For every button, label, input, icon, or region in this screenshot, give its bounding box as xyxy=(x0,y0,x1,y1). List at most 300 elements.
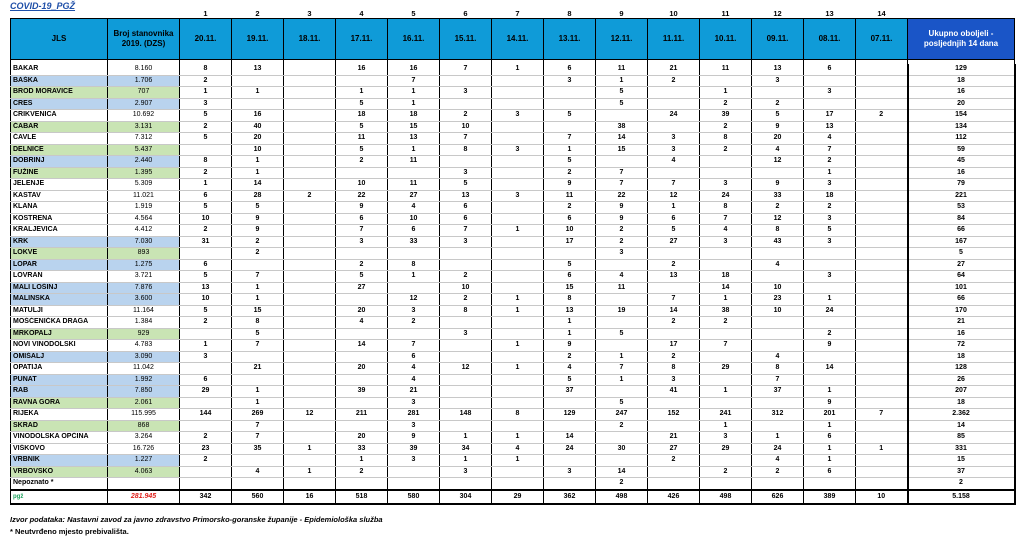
case-cell: 2 xyxy=(180,167,232,179)
total-cell: 2 xyxy=(908,478,1015,490)
case-cell: 7 xyxy=(648,294,700,306)
case-cell xyxy=(232,259,284,271)
case-cell: 3 xyxy=(388,455,440,467)
case-cell: 5 xyxy=(336,121,388,133)
population-cell: 1.384 xyxy=(108,317,180,329)
municipality-name: CRIKVENICA xyxy=(11,110,108,122)
case-cell: 14 xyxy=(336,340,388,352)
case-cell xyxy=(180,420,232,432)
case-cell: 7 xyxy=(596,179,648,191)
case-cell xyxy=(752,271,804,283)
population-cell: 868 xyxy=(108,420,180,432)
case-cell xyxy=(284,225,336,237)
table-row xyxy=(11,75,1015,87)
case-cell: 24 xyxy=(700,190,752,202)
case-cell xyxy=(700,397,752,409)
case-cell: 15 xyxy=(596,144,648,156)
case-cell: 21 xyxy=(232,363,284,375)
case-cell xyxy=(180,363,232,375)
case-cell xyxy=(700,248,752,260)
header-row xyxy=(11,19,1015,60)
case-cell: 8 xyxy=(180,156,232,168)
case-cell xyxy=(284,363,336,375)
case-cell xyxy=(388,466,440,478)
case-cell: 8 xyxy=(180,64,232,75)
table-row xyxy=(11,397,1015,409)
population-cell: 1.395 xyxy=(108,167,180,179)
header-date: 15.11. xyxy=(440,19,492,60)
case-cell: 2 xyxy=(700,466,752,478)
case-cell: 6 xyxy=(804,432,856,444)
case-cell xyxy=(856,386,908,398)
case-cell: 2 xyxy=(544,167,596,179)
case-cell: 3 xyxy=(804,213,856,225)
total-cell: 18 xyxy=(908,351,1015,363)
case-cell: 269 xyxy=(232,409,284,421)
case-cell: 7 xyxy=(232,432,284,444)
case-cell xyxy=(856,432,908,444)
case-cell: 5 xyxy=(180,202,232,214)
case-cell: 1 xyxy=(700,386,752,398)
case-cell: 2 xyxy=(856,110,908,122)
case-cell xyxy=(492,121,544,133)
total-cell: 14 xyxy=(908,420,1015,432)
case-cell: 10 xyxy=(180,213,232,225)
case-cell: 6 xyxy=(388,225,440,237)
case-cell: 312 xyxy=(752,409,804,421)
case-cell: 3 xyxy=(804,236,856,248)
table-row xyxy=(11,202,1015,214)
header-date: 07.11. xyxy=(856,19,908,60)
case-cell: 3 xyxy=(440,236,492,248)
case-cell xyxy=(856,478,908,490)
case-cell xyxy=(856,144,908,156)
case-cell xyxy=(856,305,908,317)
case-cell: 34 xyxy=(440,443,492,455)
case-cell xyxy=(700,478,752,490)
case-cell: 5 xyxy=(648,225,700,237)
total-cell: 27 xyxy=(908,259,1015,271)
case-cell: 4 xyxy=(388,202,440,214)
case-cell xyxy=(596,317,648,329)
population-cell: 10.692 xyxy=(108,110,180,122)
sum-cell: 426 xyxy=(648,490,700,504)
case-cell: 12 xyxy=(388,294,440,306)
case-cell: 2 xyxy=(596,236,648,248)
case-cell xyxy=(700,156,752,168)
case-cell: 10 xyxy=(336,179,388,191)
case-cell: 1 xyxy=(492,363,544,375)
case-cell xyxy=(856,64,908,75)
table-row xyxy=(11,259,1015,271)
case-cell xyxy=(596,455,648,467)
case-cell: 17 xyxy=(804,110,856,122)
table-row xyxy=(11,156,1015,168)
case-cell xyxy=(492,213,544,225)
case-cell xyxy=(284,179,336,191)
case-cell: 8 xyxy=(700,202,752,214)
case-cell xyxy=(544,478,596,490)
case-cell: 2 xyxy=(180,225,232,237)
case-cell: 11 xyxy=(388,179,440,191)
case-cell: 13 xyxy=(440,190,492,202)
case-cell: 3 xyxy=(700,432,752,444)
case-cell: 29 xyxy=(700,363,752,375)
case-cell: 39 xyxy=(700,110,752,122)
case-cell: 3 xyxy=(440,328,492,340)
blank-cell xyxy=(108,7,180,19)
municipality-name: RAB xyxy=(11,386,108,398)
case-cell: 6 xyxy=(180,374,232,386)
case-cell: 2 xyxy=(804,202,856,214)
case-cell: 15 xyxy=(232,305,284,317)
case-cell: 1 xyxy=(492,432,544,444)
case-cell: 2 xyxy=(388,317,440,329)
municipality-name: DELNICE xyxy=(11,144,108,156)
case-cell: 7 xyxy=(856,409,908,421)
case-cell xyxy=(180,144,232,156)
population-cell: 2.907 xyxy=(108,98,180,110)
case-cell: 3 xyxy=(544,75,596,87)
case-cell: 6 xyxy=(388,351,440,363)
case-cell: 27 xyxy=(648,443,700,455)
table-row xyxy=(11,213,1015,225)
case-cell: 2 xyxy=(752,98,804,110)
case-cell xyxy=(492,271,544,283)
case-cell: 4 xyxy=(232,466,284,478)
case-cell: 5 xyxy=(180,271,232,283)
sum-cell: 389 xyxy=(804,490,856,504)
case-cell xyxy=(492,317,544,329)
header-date: 16.11. xyxy=(388,19,440,60)
case-cell xyxy=(336,374,388,386)
total-cell: 53 xyxy=(908,202,1015,214)
case-cell: 2 xyxy=(648,75,700,87)
case-cell xyxy=(752,397,804,409)
case-cell: 7 xyxy=(232,340,284,352)
case-cell xyxy=(752,328,804,340)
case-cell: 6 xyxy=(440,202,492,214)
population-cell: 929 xyxy=(108,328,180,340)
case-cell xyxy=(856,328,908,340)
case-cell: 9 xyxy=(596,202,648,214)
case-cell: 15 xyxy=(544,282,596,294)
case-cell: 5 xyxy=(336,144,388,156)
case-cell: 40 xyxy=(232,121,284,133)
case-cell: 1 xyxy=(388,271,440,283)
sum-cell: 10 xyxy=(856,490,908,504)
case-cell: 39 xyxy=(336,386,388,398)
case-cell: 22 xyxy=(596,190,648,202)
case-cell xyxy=(544,455,596,467)
case-cell: 8 xyxy=(752,363,804,375)
total-cell: 2.362 xyxy=(908,409,1015,421)
case-cell: 2 xyxy=(804,156,856,168)
case-cell xyxy=(648,87,700,99)
municipality-name: KRALJEVICA xyxy=(11,225,108,237)
case-cell: 5 xyxy=(804,225,856,237)
population-cell: 11.021 xyxy=(108,190,180,202)
case-cell: 9 xyxy=(544,340,596,352)
case-cell: 20 xyxy=(232,133,284,145)
case-cell: 1 xyxy=(544,144,596,156)
case-cell: 1 xyxy=(232,294,284,306)
case-cell: 8 xyxy=(648,363,700,375)
case-cell xyxy=(856,225,908,237)
population-cell: 707 xyxy=(108,87,180,99)
total-cell: 18 xyxy=(908,397,1015,409)
case-cell xyxy=(856,133,908,145)
municipality-name: RIJEKA xyxy=(11,409,108,421)
case-cell xyxy=(336,420,388,432)
case-cell: 5 xyxy=(440,179,492,191)
case-cell xyxy=(804,282,856,294)
blank-cell xyxy=(908,7,1015,19)
case-cell: 9 xyxy=(804,340,856,352)
case-cell: 2 xyxy=(700,98,752,110)
case-cell: 1 xyxy=(388,144,440,156)
case-cell: 5 xyxy=(232,328,284,340)
case-cell: 10 xyxy=(752,282,804,294)
case-cell: 1 xyxy=(232,167,284,179)
case-cell xyxy=(284,397,336,409)
case-cell: 11 xyxy=(700,64,752,75)
case-cell xyxy=(492,87,544,99)
case-cell: 41 xyxy=(648,386,700,398)
case-cell: 8 xyxy=(232,317,284,329)
table-row xyxy=(11,144,1015,156)
case-cell xyxy=(180,478,232,490)
case-cell xyxy=(752,340,804,352)
case-cell: 6 xyxy=(544,213,596,225)
case-cell xyxy=(440,397,492,409)
municipality-name: Nepoznato * xyxy=(11,478,108,490)
case-cell: 14 xyxy=(232,179,284,191)
case-cell: 9 xyxy=(336,202,388,214)
case-cell: 2 xyxy=(752,202,804,214)
table-row xyxy=(11,167,1015,179)
case-cell: 1 xyxy=(492,225,544,237)
case-cell xyxy=(492,202,544,214)
sum-cell: 626 xyxy=(752,490,804,504)
population-cell: 3.131 xyxy=(108,121,180,133)
case-cell xyxy=(752,317,804,329)
case-cell xyxy=(336,167,388,179)
table-row xyxy=(11,466,1015,478)
case-cell: 1 xyxy=(752,432,804,444)
case-cell: 4 xyxy=(388,374,440,386)
case-cell xyxy=(284,87,336,99)
column-number: 11 xyxy=(721,9,730,18)
case-cell: 1 xyxy=(492,340,544,352)
case-cell xyxy=(544,98,596,110)
case-cell xyxy=(804,259,856,271)
case-cell: 4 xyxy=(752,351,804,363)
case-cell: 28 xyxy=(232,190,284,202)
case-cell xyxy=(388,328,440,340)
case-cell xyxy=(440,317,492,329)
case-cell: 5 xyxy=(596,397,648,409)
case-cell: 21 xyxy=(388,386,440,398)
total-cell: 72 xyxy=(908,340,1015,352)
table-row xyxy=(11,121,1015,133)
case-cell: 4 xyxy=(544,363,596,375)
case-cell: 16 xyxy=(336,64,388,75)
case-cell: 1 xyxy=(700,87,752,99)
case-cell: 33 xyxy=(388,236,440,248)
table-row xyxy=(11,98,1015,110)
case-cell xyxy=(440,259,492,271)
total-cell: 129 xyxy=(908,64,1015,75)
case-cell xyxy=(856,156,908,168)
case-cell: 3 xyxy=(700,236,752,248)
population-total: 281.945 xyxy=(108,490,180,504)
case-cell: 1 xyxy=(232,282,284,294)
case-cell xyxy=(336,397,388,409)
case-cell xyxy=(284,386,336,398)
case-cell: 5 xyxy=(336,271,388,283)
case-cell: 3 xyxy=(440,167,492,179)
case-cell: 15 xyxy=(388,121,440,133)
table-row xyxy=(11,305,1015,317)
case-cell: 9 xyxy=(232,225,284,237)
case-cell: 39 xyxy=(388,443,440,455)
case-cell: 2 xyxy=(596,478,648,490)
case-cell: 5 xyxy=(180,305,232,317)
population-cell: 3.721 xyxy=(108,271,180,283)
municipality-name: LOVRAN xyxy=(11,271,108,283)
case-cell xyxy=(284,294,336,306)
case-cell xyxy=(492,386,544,398)
table-row xyxy=(11,282,1015,294)
case-cell: 8 xyxy=(544,294,596,306)
column-number: 9 xyxy=(619,9,624,18)
total-cell: 134 xyxy=(908,121,1015,133)
case-cell: 1 xyxy=(700,420,752,432)
case-cell: 24 xyxy=(544,443,596,455)
case-cell: 201 xyxy=(804,409,856,421)
case-cell: 7 xyxy=(388,340,440,352)
population-cell: 7.030 xyxy=(108,236,180,248)
case-cell: 2 xyxy=(336,156,388,168)
case-cell: 1 xyxy=(648,202,700,214)
case-cell xyxy=(440,156,492,168)
case-cell: 7 xyxy=(336,225,388,237)
case-cell: 8 xyxy=(752,225,804,237)
case-cell: 3 xyxy=(804,271,856,283)
case-cell: 10 xyxy=(232,144,284,156)
municipality-name: LOPAR xyxy=(11,259,108,271)
case-cell xyxy=(284,305,336,317)
table-row xyxy=(11,236,1015,248)
total-cell: 207 xyxy=(908,386,1015,398)
population-cell: 3.600 xyxy=(108,294,180,306)
case-cell xyxy=(856,236,908,248)
case-cell: 2 xyxy=(180,75,232,87)
case-cell xyxy=(284,374,336,386)
blank-cell xyxy=(11,7,108,19)
case-cell xyxy=(492,259,544,271)
total-cell: 79 xyxy=(908,179,1015,191)
case-cell: 11 xyxy=(388,156,440,168)
case-cell: 5 xyxy=(232,202,284,214)
case-cell: 38 xyxy=(596,121,648,133)
case-cell: 9 xyxy=(752,121,804,133)
case-cell xyxy=(804,98,856,110)
population-cell: 2.061 xyxy=(108,397,180,409)
table-row xyxy=(11,420,1015,432)
case-cell xyxy=(492,75,544,87)
case-cell: 2 xyxy=(232,248,284,260)
case-cell: 129 xyxy=(544,409,596,421)
population-cell: 4.412 xyxy=(108,225,180,237)
case-cell xyxy=(856,179,908,191)
case-cell: 5 xyxy=(544,156,596,168)
header-date: 11.11. xyxy=(648,19,700,60)
case-cell xyxy=(284,202,336,214)
case-cell xyxy=(440,374,492,386)
case-cell: 3 xyxy=(752,75,804,87)
case-cell xyxy=(856,397,908,409)
case-cell: 3 xyxy=(544,466,596,478)
case-cell: 2 xyxy=(752,466,804,478)
case-cell xyxy=(492,98,544,110)
municipality-name: OPATIJA xyxy=(11,363,108,375)
case-cell xyxy=(336,478,388,490)
case-cell: 2 xyxy=(336,466,388,478)
case-cell xyxy=(596,340,648,352)
case-cell xyxy=(856,374,908,386)
header-total: Ukupno oboljeli - posljednjih 14 dana xyxy=(908,19,1015,60)
table-row xyxy=(11,432,1015,444)
case-cell: 27 xyxy=(648,236,700,248)
sum-cell: 342 xyxy=(180,490,232,504)
case-cell: 9 xyxy=(388,432,440,444)
column-number: 14 xyxy=(877,9,886,18)
municipality-name: VIŠKOVO xyxy=(11,443,108,455)
case-cell: 7 xyxy=(648,179,700,191)
case-cell xyxy=(856,282,908,294)
case-cell xyxy=(596,386,648,398)
case-cell: 6 xyxy=(804,466,856,478)
case-cell xyxy=(284,248,336,260)
total-cell: 66 xyxy=(908,225,1015,237)
sum-row xyxy=(11,490,1015,504)
case-cell: 11 xyxy=(596,282,648,294)
case-cell: 5 xyxy=(596,328,648,340)
municipality-name: BAŠKA xyxy=(11,75,108,87)
case-cell xyxy=(284,121,336,133)
case-cell xyxy=(700,75,752,87)
case-cell: 1 xyxy=(804,167,856,179)
case-cell: 7 xyxy=(440,133,492,145)
case-cell xyxy=(232,478,284,490)
municipality-name: KASTAV xyxy=(11,190,108,202)
case-cell xyxy=(232,98,284,110)
case-cell: 17 xyxy=(648,340,700,352)
case-cell xyxy=(700,455,752,467)
case-cell xyxy=(336,328,388,340)
case-cell: 1 xyxy=(336,455,388,467)
case-cell: 1 xyxy=(804,420,856,432)
municipality-name: MALI LOŠINJ xyxy=(11,282,108,294)
case-cell: 14 xyxy=(596,466,648,478)
case-cell: 2 xyxy=(804,328,856,340)
header-population: Broj stanovnika 2019. (DZS) xyxy=(108,19,180,60)
sum-cell: 580 xyxy=(388,490,440,504)
case-cell: 4 xyxy=(752,144,804,156)
case-cell: 20 xyxy=(336,305,388,317)
